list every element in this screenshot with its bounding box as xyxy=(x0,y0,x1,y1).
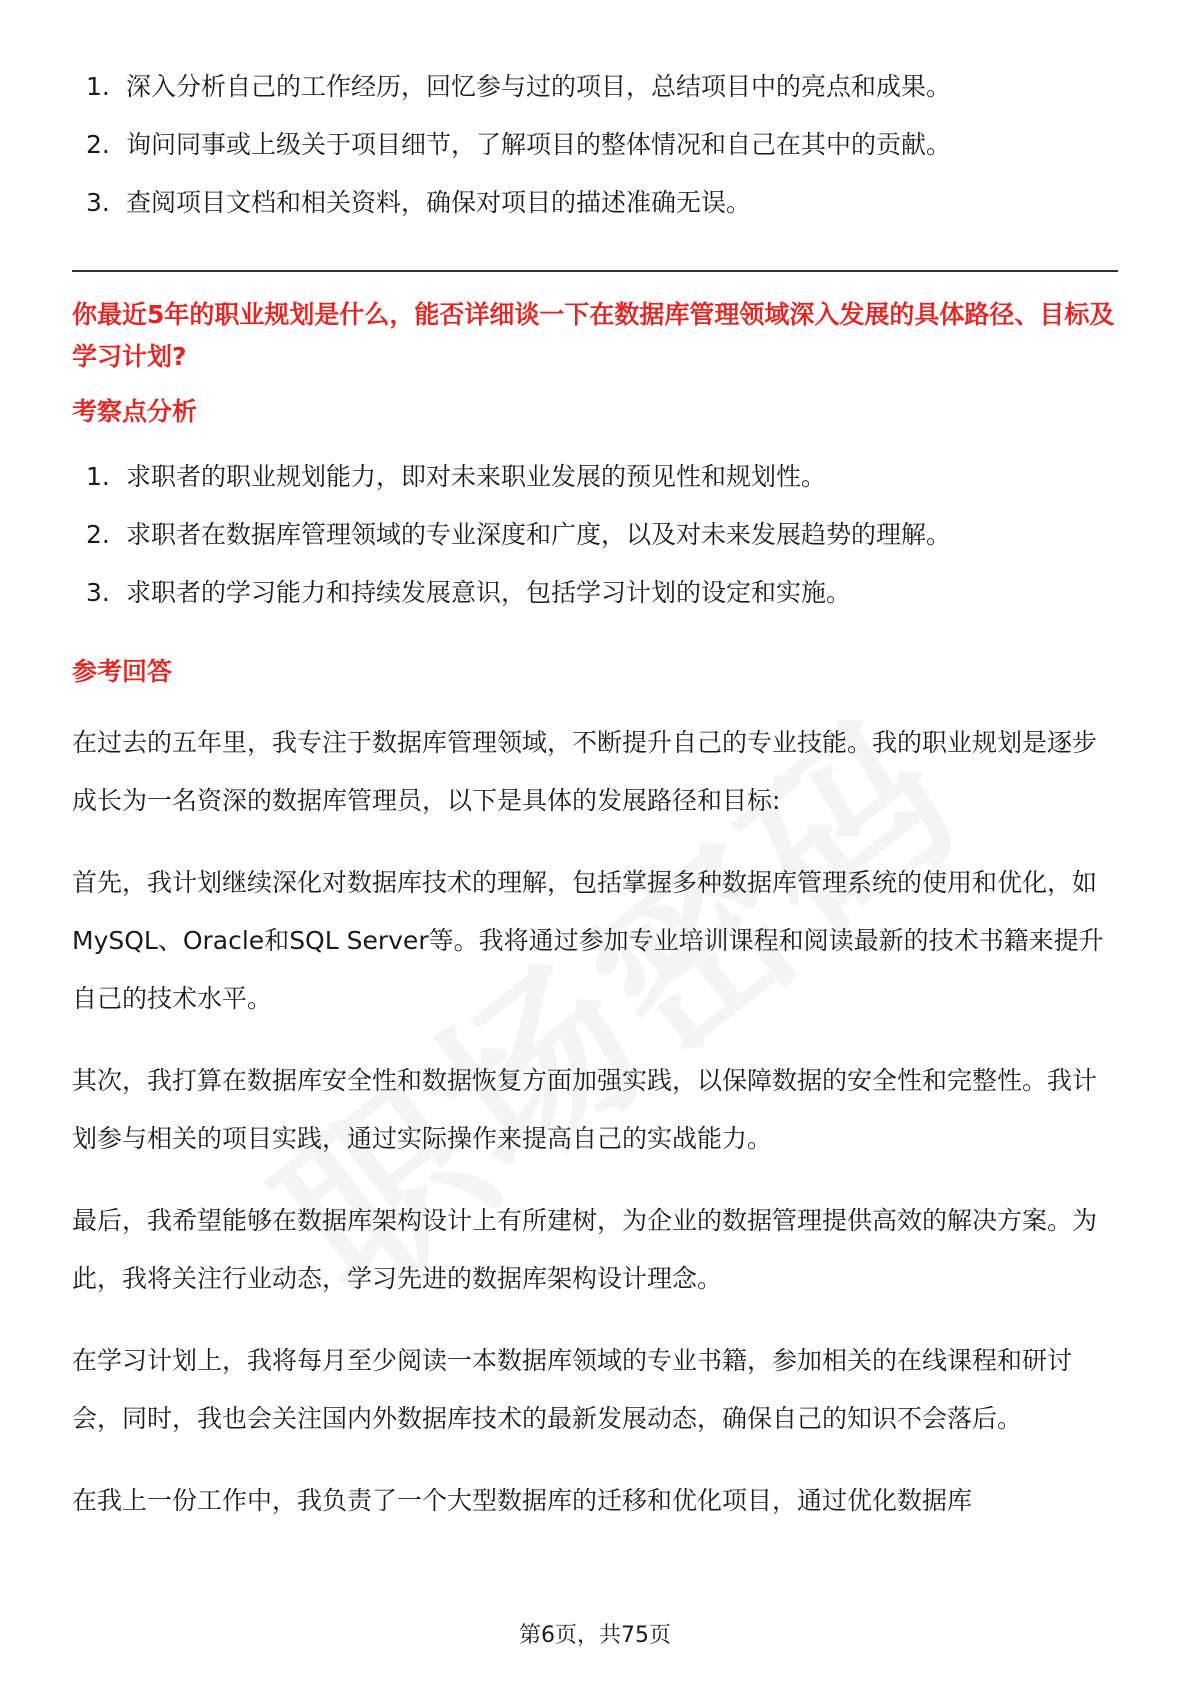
answer-title: 参考回答 xyxy=(72,657,173,686)
list-item xyxy=(86,174,1118,232)
list-text: 询问同事或上级关于项目细节，了解项目的整体情况和自己在其中的贡献。 xyxy=(126,130,952,159)
list-item xyxy=(86,564,1118,622)
answer-paragraph: 在过去的五年里，我专注于数据库管理领域，不断提升自己的专业技能。我的职业规划是逐步成长为一名资深的数据库管理员，以下是具体的发展路径和目标: xyxy=(72,728,1098,815)
answer-paragraph: 首先，我计划继续深化对数据库技术的理解，包括掌握多种数据库管理系统的使用和优化，如MySQL、Oracle和SQL Server等。我将通过参加专业培训课程和阅读最新的技术书籍来提升自己的技术水平。 xyxy=(72,868,1104,1013)
list-number: 3. xyxy=(86,188,110,217)
list-item xyxy=(86,448,1118,506)
list-text: 深入分析自己的工作经历，回忆参与过的项目，总结项目中的亮点和成果。 xyxy=(126,72,952,101)
top-list xyxy=(72,58,1118,232)
page-content xyxy=(72,58,1118,1554)
page-footer: 第6页，共75页 xyxy=(519,1623,671,1648)
analysis-list xyxy=(72,448,1118,622)
section-divider xyxy=(72,270,1118,272)
list-number: 1. xyxy=(86,462,110,491)
list-item xyxy=(86,58,1118,116)
list-text: 求职者在数据库管理领域的专业深度和广度，以及对未来发展趋势的理解。 xyxy=(126,520,952,549)
list-item xyxy=(86,116,1118,174)
list-number: 1. xyxy=(86,72,110,101)
list-number: 2. xyxy=(86,130,110,159)
list-number: 3. xyxy=(86,578,110,607)
analysis-title: 考察点分析 xyxy=(72,397,198,426)
question-heading: 你最近5年的职业规划是什么，能否详细谈一下在数据库管理领域深入发展的具体路径、目标及学习计划? xyxy=(72,300,1115,371)
list-text: 求职者的学习能力和持续发展意识，包括学习计划的设定和实施。 xyxy=(126,578,852,607)
answer-paragraph: 其次，我打算在数据库安全性和数据恢复方面加强实践，以保障数据的安全性和完整性。我计划参与相关的项目实践，通过实际操作来提高自己的实战能力。 xyxy=(72,1066,1098,1153)
answer-paragraph: 在我上一份工作中，我负责了一个大型数据库的迁移和优化项目，通过优化数据库 xyxy=(72,1486,973,1515)
list-text: 求职者的职业规划能力，即对未来职业发展的预见性和规划性。 xyxy=(126,462,827,491)
list-item xyxy=(86,506,1118,564)
list-number: 2. xyxy=(86,520,110,549)
list-text: 查阅项目文档和相关资料，确保对项目的描述准确无误。 xyxy=(126,188,752,217)
answer-paragraph: 在学习计划上，我将每月至少阅读一本数据库领域的专业书籍，参加相关的在线课程和研讨会，同时，我也会关注国内外数据库技术的最新发展动态，确保自己的知识不会落后。 xyxy=(72,1346,1073,1433)
answer-paragraph: 最后，我希望能够在数据库架构设计上有所建树，为企业的数据管理提供高效的解决方案。为此，我将关注行业动态，学习先进的数据库架构设计理念。 xyxy=(72,1206,1098,1293)
